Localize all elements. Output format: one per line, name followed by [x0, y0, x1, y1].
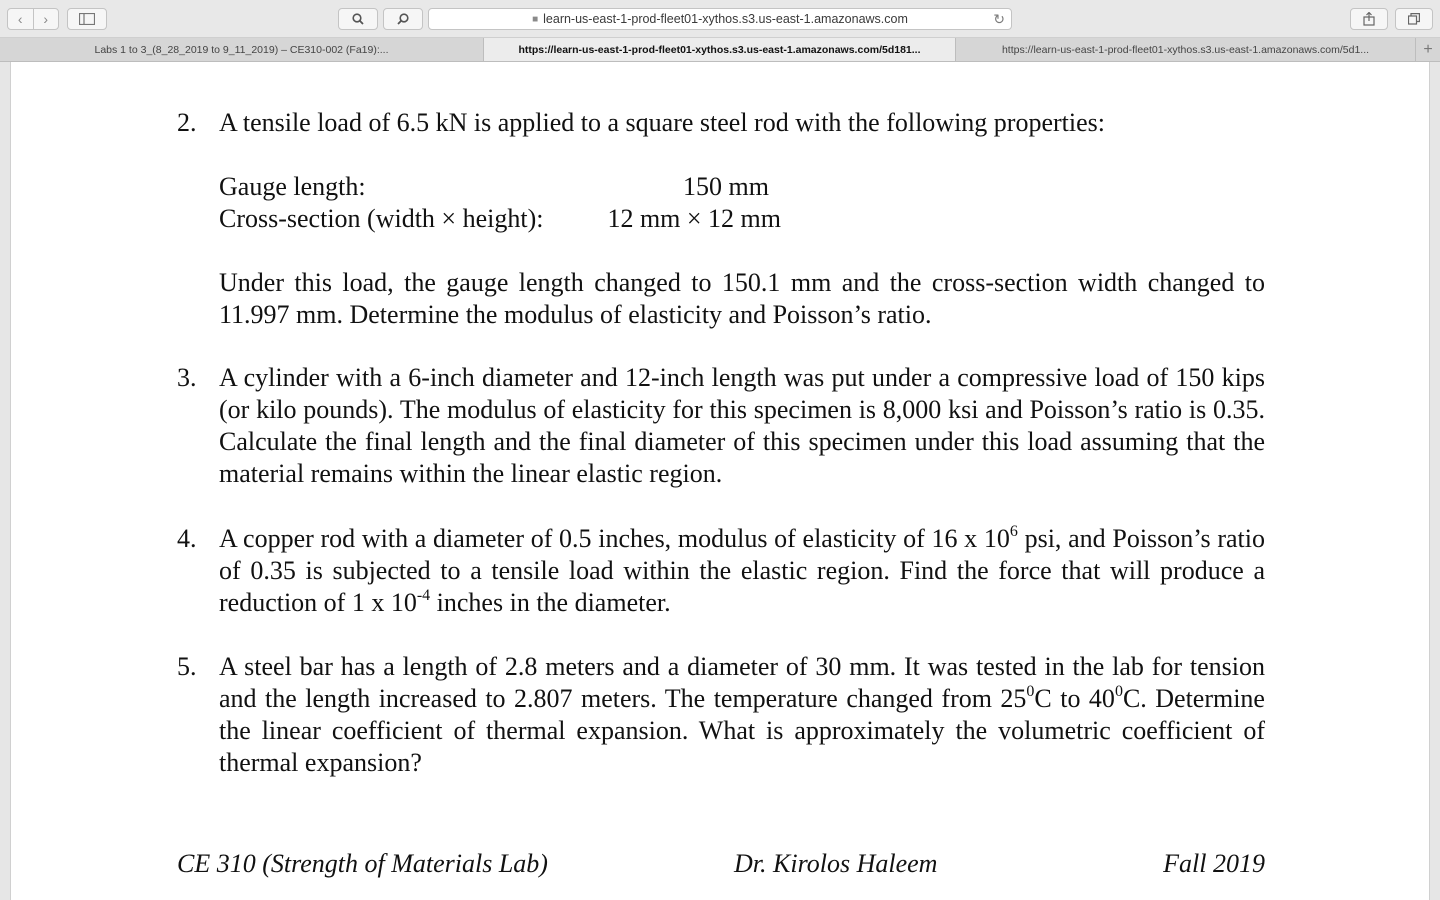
q4-exponent-2: -4: [416, 587, 431, 604]
forward-icon[interactable]: ›: [33, 9, 59, 29]
q4-text-3: inches in the diameter.: [430, 588, 671, 617]
footer-course: CE 310 (Strength of Materials Lab): [177, 849, 548, 878]
pdf-viewer[interactable]: [0, 62, 1440, 900]
find-button[interactable]: [383, 8, 423, 30]
q4-exponent-1: 6: [1009, 523, 1018, 540]
share-icon: [1363, 12, 1375, 26]
tab-labs[interactable]: [0, 38, 484, 61]
cross-section-value: 12 mm × 12 mm: [607, 204, 781, 233]
tab-label: Labs 1 to 3_(8_28_2019 to 9_11_2019) – CE310-002 (Fa19):...: [94, 43, 389, 56]
q5-text-3: C. Determine the linear coefficient of thermal expansion. What is approximately the volumetric coefficient of thermal expansion?: [219, 684, 1265, 777]
address-bar[interactable]: [428, 8, 1012, 30]
search-icon: [352, 13, 364, 25]
question-number: 2.: [177, 108, 197, 137]
question-4: [177, 523, 1265, 619]
question-number: 4.: [177, 524, 197, 553]
magnifier-icon: [397, 13, 409, 25]
tab-pdf-active[interactable]: [484, 38, 956, 61]
tab-label: https://learn-us-east-1-prod-fleet01-xythos.s3.us-east-1.amazonaws.com/5d181...: [518, 43, 921, 56]
share-button[interactable]: [1350, 8, 1388, 30]
reload-icon[interactable]: ↻: [993, 11, 1005, 27]
pdf-page: [10, 62, 1430, 900]
question-2-body: Under this load, the gauge length changed to 150.1 mm and the cross-section width changed to 11.997 mm. Determine the modulus of elasticity and Poisson’s ratio.: [219, 268, 1265, 329]
page-footer: [177, 848, 1265, 880]
gauge-length-value: 150 mm: [683, 172, 769, 201]
zoom-search-button[interactable]: [338, 8, 378, 30]
properties-table: [219, 171, 1265, 235]
question-2: [177, 107, 1265, 331]
question-number: 3.: [177, 363, 197, 392]
property-row-gauge: [219, 171, 1265, 203]
tab-pdf-2[interactable]: [956, 38, 1416, 61]
property-row-cross-section: [219, 203, 1265, 235]
question-2-intro: A tensile load of 6.5 kN is applied to a square steel rod with the following properties:: [219, 108, 1105, 137]
q5-text-1: A steel bar has a length of 2.8 meters and a diameter of 30 mm. It was tested in the lab for tension and the length increased to 2.807 meters. The temperature changed from 25: [219, 652, 1265, 713]
q5-text-2: C to 40: [1034, 684, 1115, 713]
question-3: [177, 362, 1265, 490]
question-number: 5.: [177, 652, 197, 681]
nav-buttons: [7, 8, 59, 30]
tabs-overview-button[interactable]: [1395, 8, 1433, 30]
url-text: learn-us-east-1-prod-fleet01-xythos.s3.us-east-1.amazonaws.com: [543, 12, 908, 26]
tab-bar: [0, 38, 1440, 62]
sidebar-toggle-button[interactable]: [67, 8, 107, 30]
question-5-body: [219, 651, 1265, 779]
question-3-body: A cylinder with a 6-inch diameter and 12-inch length was put under a compressive load of 150 kips (or kilo pounds). The modulus of elasticity for this specimen is 8,000 ksi and Poisson’s ratio is 0.35. Calculate the final length and the final diameter of this specimen under this load assuming that the material remains within the linear elastic region.: [219, 363, 1265, 488]
tab-label: https://learn-us-east-1-prod-fleet01-xythos.s3.us-east-1.amazonaws.com/5d1...: [1001, 43, 1370, 56]
new-tab-icon[interactable]: +: [1423, 40, 1433, 58]
cross-section-label: Cross-section (width × height):: [219, 204, 544, 233]
q4-text-1: A copper rod with a diameter of 0.5 inches, modulus of elasticity of 16 x 10: [219, 524, 1010, 553]
back-icon[interactable]: ‹: [17, 11, 23, 27]
question-5: [177, 651, 1265, 779]
gauge-length-label: Gauge length:: [219, 172, 366, 201]
question-4-body: [219, 523, 1265, 619]
q5-degree-1: 0: [1026, 683, 1035, 700]
tabs-icon: [1408, 13, 1420, 25]
lock-icon: ■: [532, 13, 539, 25]
q4-text-2: psi, and Poisson’s ratio of 0.35 is subjected to a tensile load within the elastic region. Find the force that will produce a reduction of 1 x 10: [219, 524, 1265, 617]
sidebar-icon: [79, 13, 95, 25]
footer-instructor: Dr. Kirolos Haleem: [734, 849, 938, 878]
footer-term: Fall 2019: [1163, 849, 1265, 878]
browser-toolbar: [0, 0, 1440, 38]
q5-degree-2: 0: [1114, 683, 1123, 700]
